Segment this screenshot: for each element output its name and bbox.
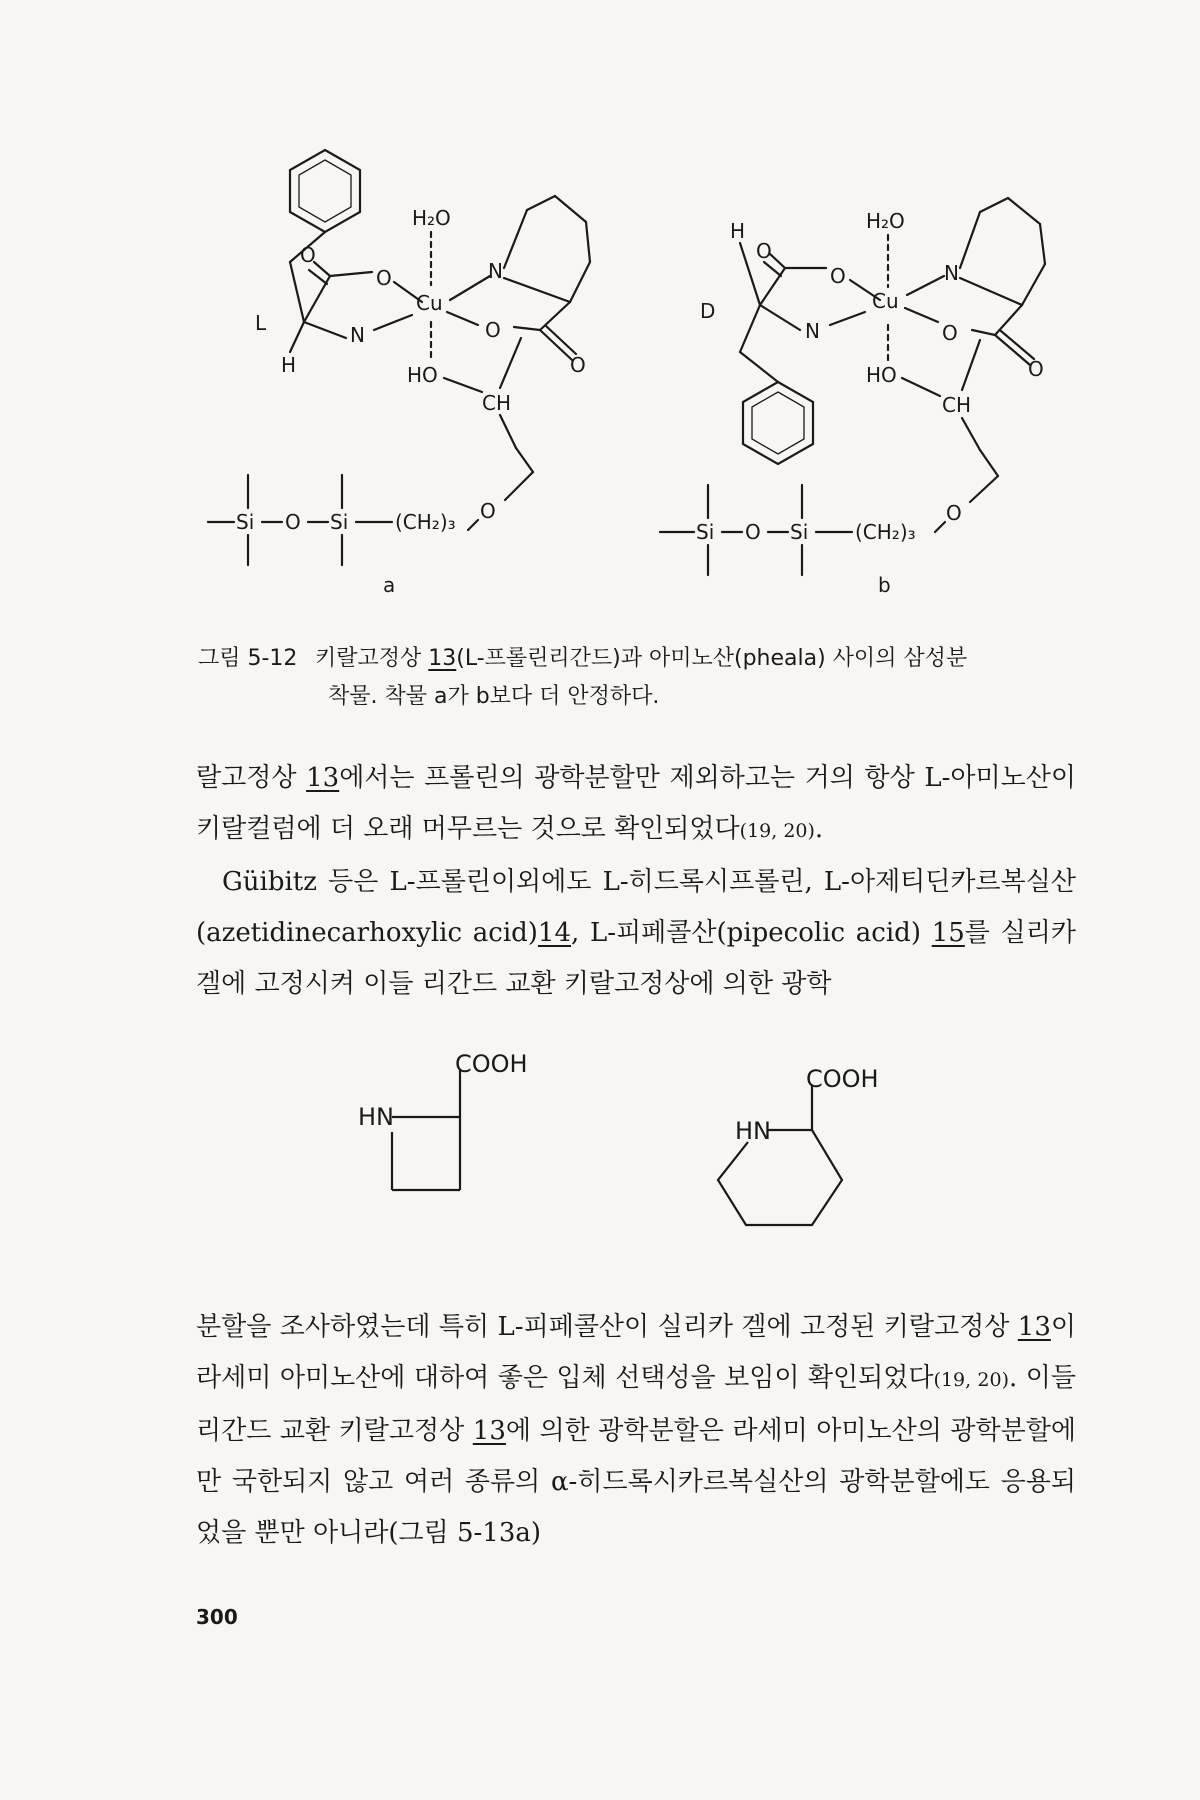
compound-ref: 13 [306,763,340,793]
compound-ref: 13 [472,1416,506,1446]
hydroxyl-label: HO [407,363,438,387]
text-run: . [814,814,824,844]
si-label: Si [330,510,349,534]
structure-b-bonds [660,198,1045,575]
panel-label-a: a [383,573,396,597]
caption-text: 키랄고정상 [315,646,422,671]
caption-line-2: 착물. 착물 a가 b보다 더 안정하다. [328,684,660,709]
amine-label: HN [735,1117,771,1145]
water-label: H₂O [412,206,451,230]
paragraph [196,1302,1076,1559]
text-run: 에서는 프롤린의 광학분할만 제외하고는 거의 항상 L-아미노산이 키랄컬럼에 더 오래 머무르는 것으로 확인되었다 [196,763,1076,844]
figure-5-12 [0,0,1200,640]
ch-label: CH [942,393,972,417]
o-label: O [830,264,846,288]
caption-text: (L-프롤린리간드)과 아미노산(pheala) 사이의 삼성분 [456,646,968,671]
hydroxyl-label: HO [866,363,897,387]
n-label: N [944,261,959,285]
o-label: O [942,321,958,345]
text-run: Güibitz 등은 L-프롤린이외에도 L-히드록시프롤린, L-아제티딘카르복실산(azetidinecarhoxylic acid) [196,867,1076,948]
carboxyl-label: COOH [455,1050,528,1078]
config-label-L: L [255,311,267,335]
o-label: O [745,520,761,544]
config-label-D: D [700,299,716,323]
azetidine-bonds [392,1070,460,1190]
si-label: Si [790,520,809,544]
structure-a-bonds [208,150,590,565]
page-number: 300 [196,1605,238,1629]
citation: (19, 20) [933,1369,1010,1391]
compound-ref: 15 [931,918,965,948]
n-label: N [488,259,503,283]
copper-label: Cu [872,289,899,313]
panel-label-b: b [878,573,891,597]
citation: (19, 20) [739,820,815,842]
paragraph [196,753,1076,857]
text-run: 이 라세미 아미노산에 대하여 좋은 입체 선택성을 보임이 확인되었다 [196,1312,1076,1393]
paragraph [196,857,1076,1010]
copper-label: Cu [416,291,443,315]
amine-label: HN [358,1103,394,1131]
text-run: , L-피페콜산(pipecolic acid) [571,918,932,948]
hydrogen-label: H [730,219,746,243]
o-label: O [485,318,501,342]
si-label: Si [236,510,255,534]
text-run: . 이들 리간드 교환 키랄고정상 [196,1363,1076,1446]
caption-line-1 [198,640,1098,678]
caption-label: 그림 5-12 [198,646,298,671]
compound-ref: 14 [537,918,572,948]
o-label: O [285,510,301,534]
water-label: H₂O [866,209,905,233]
o-label: O [570,353,586,377]
text-run: 를 실리카 겔에 고정시켜 이들 리간드 교환 키랄고정상에 의한 광학 [196,918,1076,999]
text-run: 에 의한 광학분할은 라세미 아미노산의 광학분할에만 국한되지 않고 여러 종류의 α-히드록시카르복실산의 광학분할에도 응용되었을 뿐만 아니라(그림 5-13a) [196,1416,1076,1548]
n-label: N [805,319,820,343]
chain-label: (CH₂)₃ [855,520,916,544]
o-label: O [300,243,316,267]
o-label: O [1028,357,1044,381]
compound-ref: 13 [428,646,457,671]
piperidine-bonds [718,1085,842,1225]
body-text-block-1 [196,753,1076,1010]
compound-ref: 13 [1017,1312,1051,1342]
o-label: O [946,501,962,525]
ch-label: CH [482,391,512,415]
o-label: O [376,266,392,290]
o-label: O [756,239,772,263]
body-text-block-2 [196,1302,1076,1559]
text-run: 분할을 조사하였는데 특히 L-피페콜산이 실리카 겔에 고정된 키랄고정상 [196,1312,1018,1342]
carboxyl-label: COOH [806,1065,879,1093]
n-label: N [350,323,365,347]
figure-caption [198,640,1098,716]
chain-label: (CH₂)₃ [395,510,456,534]
text-run: 랄고정상 [196,763,307,793]
hydrogen-label: H [281,353,297,377]
o-label: O [480,499,496,523]
si-label: Si [696,520,715,544]
